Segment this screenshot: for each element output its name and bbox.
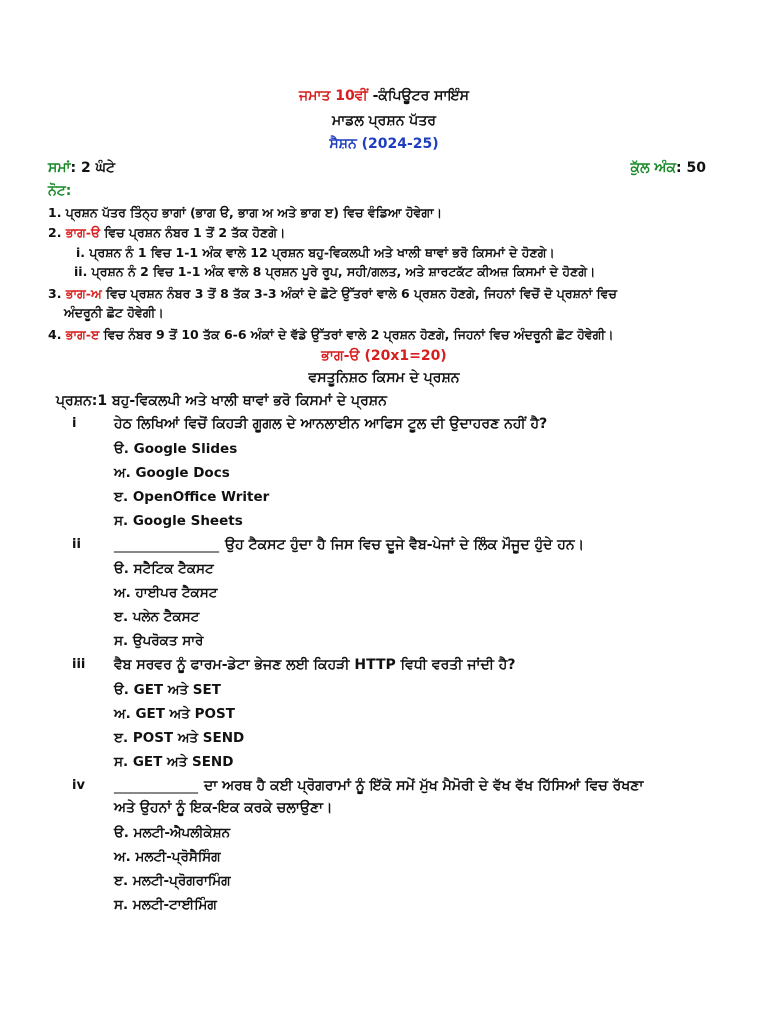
fill-blank: ____________ [114,778,198,794]
note-2-i: i. ਪ੍ਰਸ਼ਨ ਨੰ 1 ਵਿਚ 1-1 ਅੰਕ ਵਾਲੇ 12 ਪ੍ਰਸ਼ਨ ਬਹੁ-ਵਿਕਲਪੀ ਅਤੇ ਖਾਲੀ ਥਾਵਾਂ ਭਰੋ ਕਿਸਮਾਂ ਦੇ ਹੋਣਗੇ। [76,245,555,260]
subject-label: -ਕੰਪਿਊਟਰ ਸਾਇੰਸ [367,88,469,104]
option-b: ਅ. ਮਲਟੀ-ਪ੍ਰੋਸੈਸਿੰਗ [114,849,221,865]
session-label: ਸੈਸ਼ਨ (2024-25) [329,136,439,152]
note-3-continued: ਅੰਦਰੂਨੀ ਛੋਟ ਹੋਵੇਗੀ। [64,305,164,320]
option-d: ਸ. ਉਪਰੋਕਤ ਸਾਰੇ [114,633,204,649]
question-heading: ਪ੍ਰਸ਼ਨ:1 ਬਹੁ-ਵਿਕਲਪੀ ਅਤੇ ਖਾਲੀ ਥਾਵਾਂ ਭਰੋ ਕਿਸਮਾਂ ਦੇ ਪ੍ਰਸ਼ਨ [56,393,387,409]
note-4-part: ਭਾਗ-ੲ [65,327,100,342]
class-label: ਜਮਾਤ 10ਵੀਂ [299,88,368,104]
option-a: ੳ. Google Slides [114,441,238,457]
note-4 [48,327,614,343]
marks-info [631,160,706,176]
notes-title: ਨੋਟ: [48,183,72,199]
question-text [114,537,584,553]
note-3 [48,286,617,302]
question-number: i [72,416,77,431]
time-info [48,160,115,176]
time-label: ਸਮਾਂ [48,160,71,176]
note-3-prefix: 3. [48,286,66,301]
option-c: ੲ. OpenOffice Writer [114,489,270,505]
note-2-prefix: 2. [48,225,66,240]
fill-blank: _______________ [114,537,219,553]
note-1: 1. ਪ੍ਰਸ਼ਨ ਪੱਤਰ ਤਿੰਨ੍ਹ ਭਾਗਾਂ (ਭਾਗ ੳ, ਭਾਗ ਅ ਅਤੇ ਭਾਗ ੲ) ਵਿਚ ਵੰਡਿਆ ਹੋਵੇਗਾ। [48,205,443,220]
paper-title [0,88,768,104]
option-b: ਅ. ਹਾਈਪਰ ਟੈਕਸਟ [114,585,218,601]
note-2 [48,225,285,241]
question-text: ਹੇਠ ਲਿਖਿਆਂ ਵਿਚੋਂ ਕਿਹੜੀ ਗੂਗਲ ਦੇ ਆਨਲਾਈਨ ਆਫਿਸ ਟੂਲ ਦੀ ਉਦਾਹਰਣ ਨਹੀਂ ਹੈ? [114,416,548,432]
note-4-rest: ਵਿਚ ਨੰਬਰ 9 ਤੋਂ 10 ਤੱਕ 6-6 ਅੰਕਾਂ ਦੇ ਵੱਡੇ ਉੱਤਰਾਂ ਵਾਲੇ 2 ਪ੍ਰਸ਼ਨ ਹੋਣਗੇ, ਜਿਹਨਾਂ ਵਿਚ ਅੰਦਰੂਨੀ ਛੋਟ ਹੋਵੇਗੀ। [99,327,614,342]
question-text-body: ਉਹ ਟੈਕਸਟ ਹੁੰਦਾ ਹੈ ਜਿਸ ਵਿਚ ਦੂਜੇ ਵੈਬ-ਪੇਜਾਂ ਦੇ ਲਿੰਕ ਮੌਜੂਦ ਹੁੰਦੇ ਹਨ। [225,537,585,553]
option-c: ੲ. ਮਲਟੀ-ਪ੍ਰੋਗਰਾਮਿੰਗ [114,873,231,889]
time-value: : 2 ਘੰਟੇ [70,160,115,176]
note-2-ii: ii. ਪ੍ਰਸ਼ਨ ਨੰ 2 ਵਿਚ 1-1 ਅੰਕ ਵਾਲੇ 8 ਪ੍ਰਸ਼ਨ ਪੂਰੇ ਰੂਪ, ਸਹੀ/ਗਲਤ, ਅਤੇ ਸ਼ਾਰਟਕੱਟ ਕੀਅਜ਼ ਕਿਸਮਾਂ ਦੇ ਹੋਣਗੇ। [74,264,596,279]
question-number: iii [72,657,86,672]
section-subtitle: ਵਸਤੂਨਿਸ਼ਠ ਕਿਸਮ ਦੇ ਪ੍ਰਸ਼ਨ [308,370,460,386]
option-b: ਅ. Google Docs [114,465,230,481]
option-c: ੲ. ਪਲੇਨ ਟੈਕਸਟ [114,609,200,625]
option-d: ਸ. GET ਅਤੇ SEND [114,754,234,770]
note-2-rest: ਵਿਚ ਪ੍ਰਸ਼ਨ ਨੰਬਰ 1 ਤੋਂ 2 ਤੱਕ ਹੋਣਗੇ। [100,225,286,240]
note-4-prefix: 4. [48,327,66,342]
option-d: ਸ. Google Sheets [114,513,243,529]
question-text [114,778,643,794]
option-a: ੳ. ਸਟੈਟਿਕ ਟੈਕਸਟ [114,561,214,577]
question-text-continued: ਅਤੇ ਉਹਨਾਂ ਨੂੰ ਇਕ-ਇਕ ਕਰਕੇ ਚਲਾਉਣਾ। [114,800,333,816]
option-c: ੲ. POST ਅਤੇ SEND [114,730,245,746]
option-d: ਸ. ਮਲਟੀ-ਟਾਈਮਿੰਗ [114,897,217,913]
marks-value: : 50 [676,160,706,176]
option-a: ੳ. GET ਅਤੇ SET [114,682,221,698]
marks-label: ਕੁੱਲ ਅੰਕ [630,160,677,176]
option-a: ੳ. ਮਲਟੀ-ਐਪਲੀਕੇਸ਼ਨ [114,825,231,841]
question-number: ii [72,537,81,552]
section-title: ਭਾਗ-ੳ (20x1=20) [321,348,447,364]
question-number: iv [72,778,85,793]
question-text-body: ਦਾ ਅਰਥ ਹੈ ਕਈ ਪ੍ਰੋਗਰਾਮਾਂ ਨੂੰ ਇੱਕੋ ਸਮੇਂ ਮੁੱਖ ਮੈਮੋਰੀ ਦੇ ਵੱਖ ਵੱਖ ਹਿੱਸਿਆਂ ਵਿਚ ਰੱਖਣਾ [204,778,644,794]
note-3-rest: ਵਿਚ ਪ੍ਰਸ਼ਨ ਨੰਬਰ 3 ਤੋਂ 8 ਤੱਕ 3-3 ਅੰਕਾਂ ਦੇ ਛੋਟੇ ਉੱਤਰਾਂ ਵਾਲੇ 6 ਪ੍ਰਸ਼ਨ ਹੋਣਗੇ, ਜਿਹਨਾਂ ਵਿਚੋਂ ਦੋ ਪ੍ਰਸ਼ਨਾਂ ਵਿਚ [101,286,617,301]
question-text: ਵੈਬ ਸਰਵਰ ਨੂੰ ਫਾਰਮ-ਡੇਟਾ ਭੇਜਣ ਲਈ ਕਿਹੜੀ HTTP ਵਿਧੀ ਵਰਤੀ ਜਾਂਦੀ ਹੈ? [114,657,516,673]
paper-type: ਮਾਡਲ ਪ੍ਰਸ਼ਨ ਪੱਤਰ [332,113,436,129]
note-2-part: ਭਾਗ-ੳ [65,225,101,240]
option-b: ਅ. GET ਅਤੇ POST [114,706,235,722]
note-3-part: ਭਾਗ-ਅ [65,286,102,301]
